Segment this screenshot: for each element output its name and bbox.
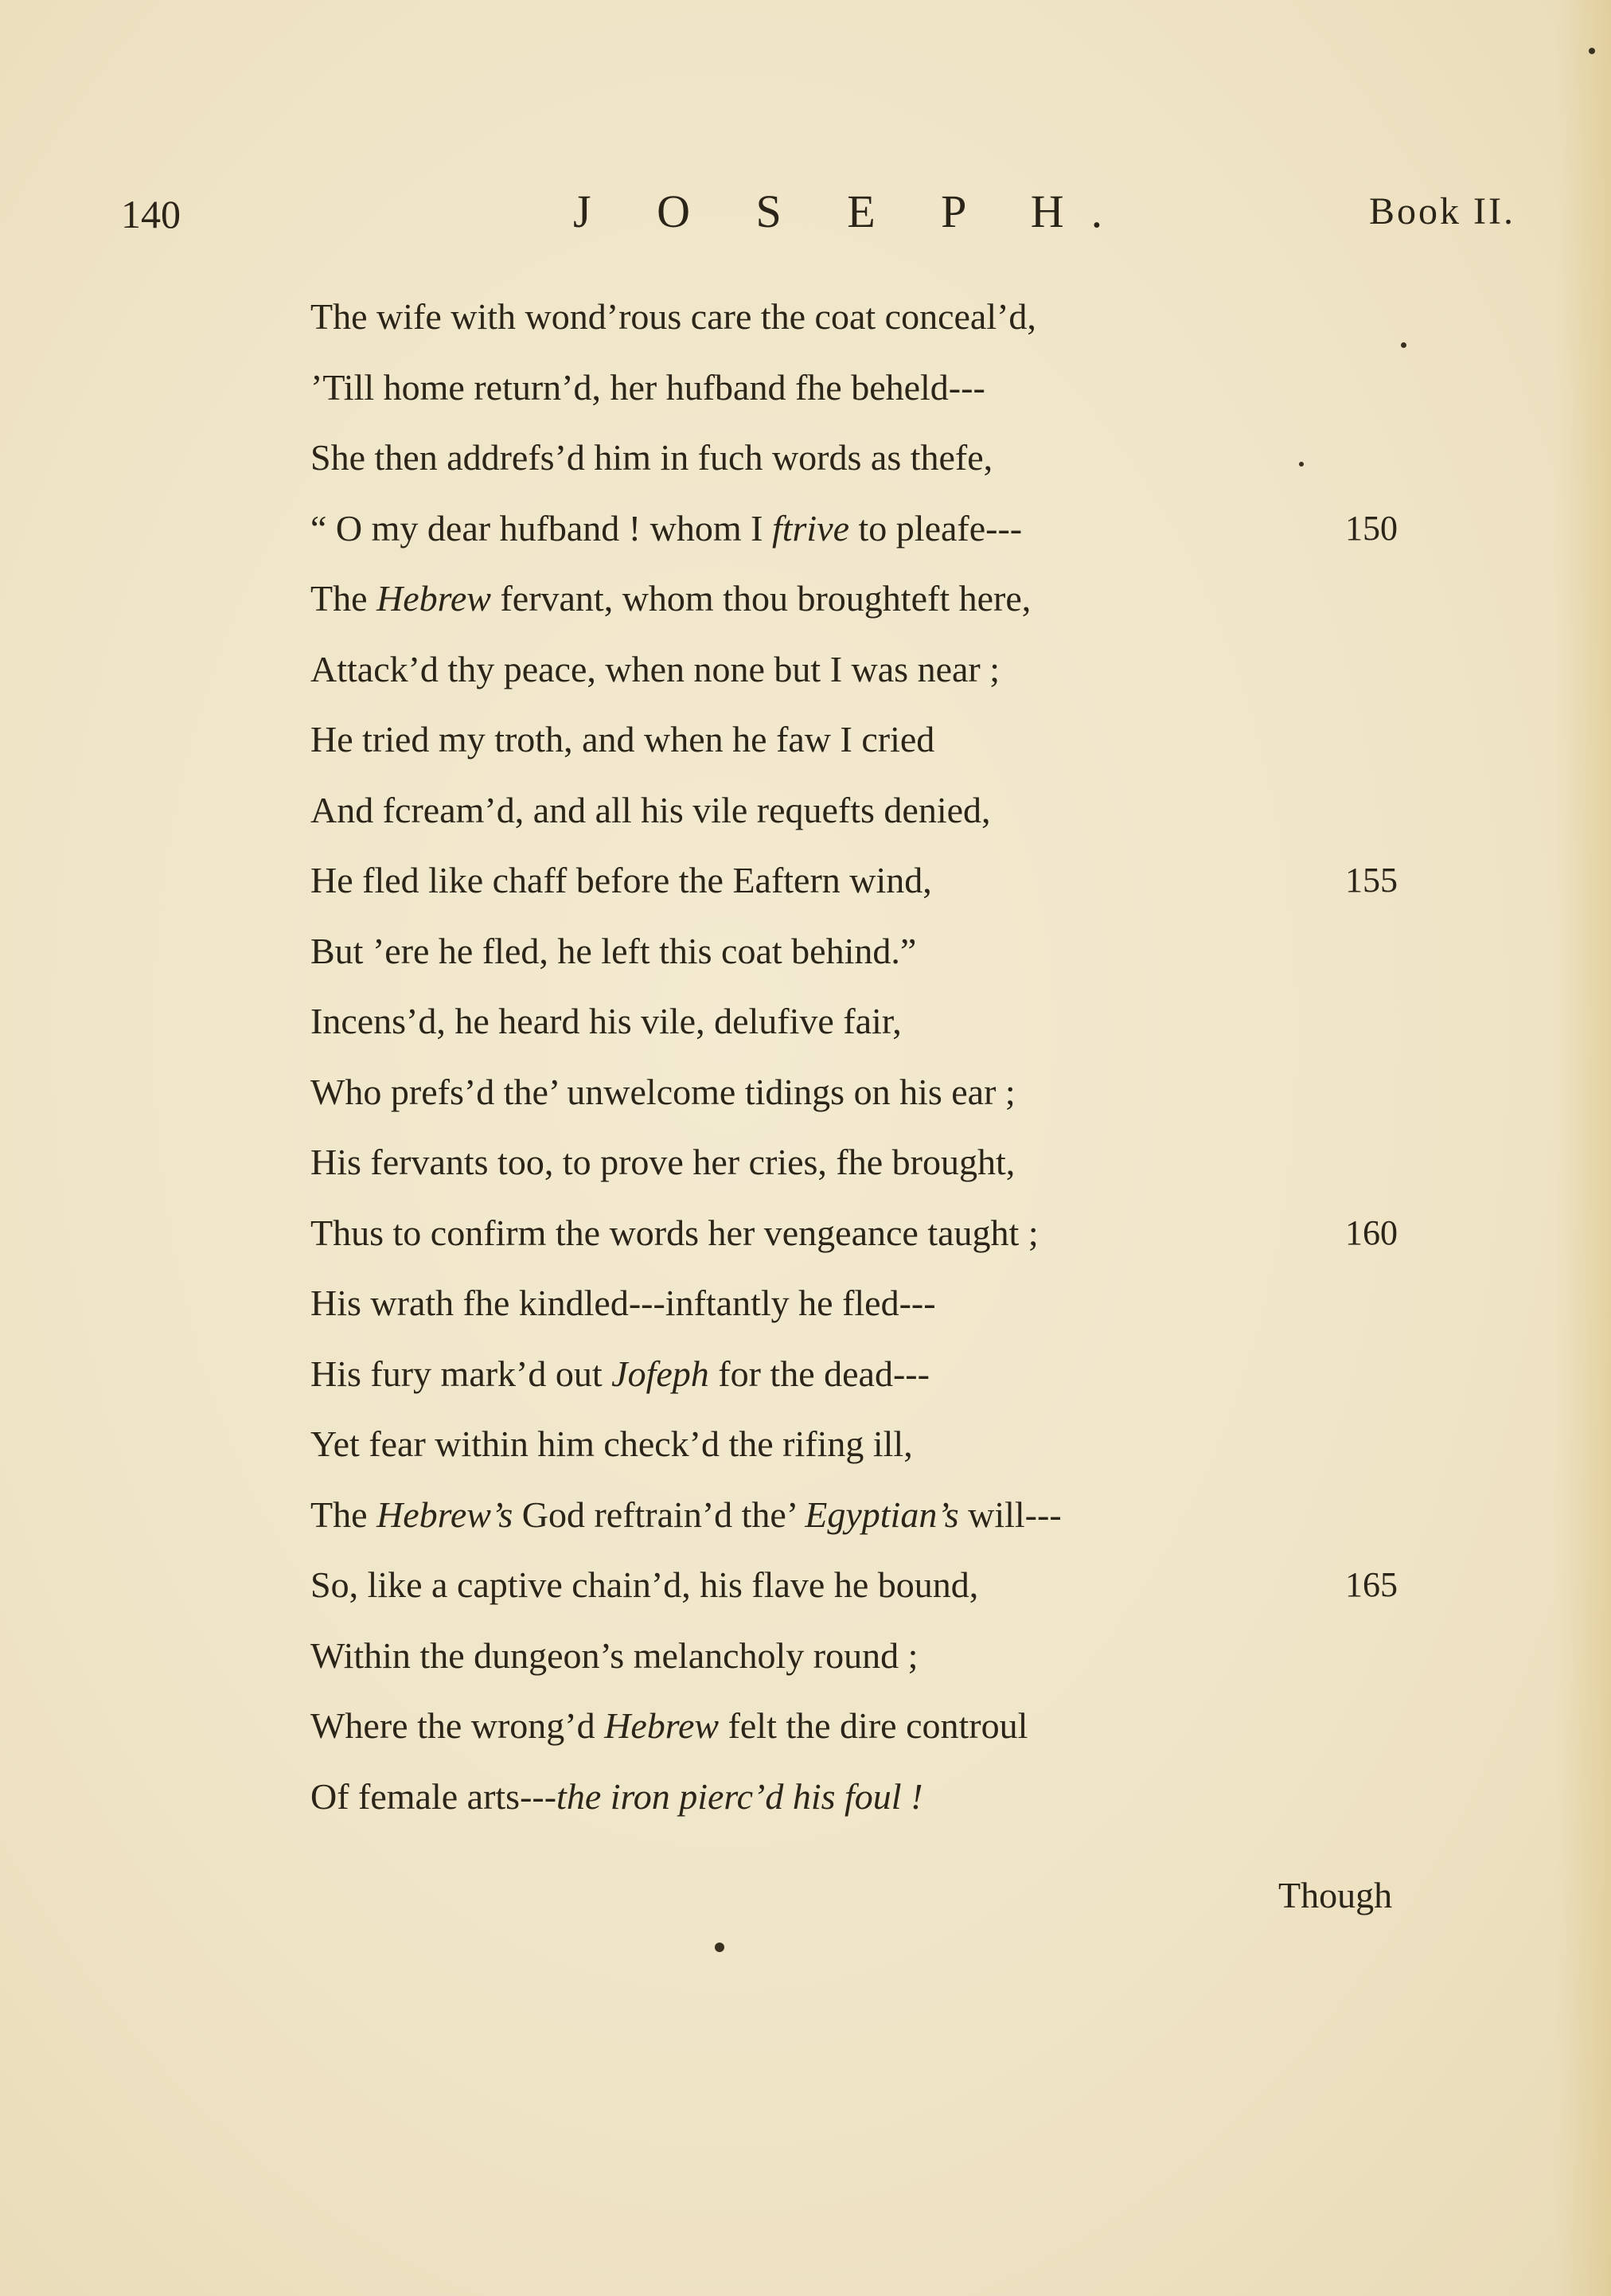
poem-line [310,1702,1425,1773]
italic-text: Jofeph [611,1353,709,1394]
poem-line [310,1561,1425,1632]
poem-line [310,787,1425,857]
line-text: And fcream’d, and all his vile requefts denied, [310,789,991,830]
line-text: Of female arts--- [310,1775,557,1817]
line-text: for the dead--- [708,1353,930,1394]
poem-line [310,1138,1425,1209]
poem-line [310,927,1425,998]
running-header [0,182,1611,253]
line-text: So, like a captive chain’d, his flave he bound, [310,1564,979,1605]
line-text: Thus to confirm the words her vengeance taught ; [310,1212,1039,1253]
page-number: 140 [121,192,181,236]
italic-text: the iron pierc’d his foul ! [556,1775,923,1817]
catchword: Though [1278,1875,1393,1915]
line-text: The wife with wond’rous care the coat conceal’d, [310,296,1036,337]
poem-line [310,1209,1425,1280]
line-text: will--- [958,1494,1062,1535]
poem-line [310,575,1425,646]
poem-line [310,1773,1425,1844]
line-text: Within the dungeon’s melancholy round ; [310,1634,919,1676]
poem-line [310,293,1425,364]
poem-line [310,505,1425,576]
line-number: 165 [1345,1565,1398,1604]
italic-text: ftrive [771,507,850,549]
poem-line [310,1279,1425,1350]
line-text: Yet fear within him check’d the rifing ill, [310,1423,913,1464]
page-edge-shading [1555,0,1611,2296]
line-text: His fervants too, to prove her cries, fhe brought, [310,1142,1016,1182]
line-number: 150 [1345,508,1398,548]
poem-line [310,364,1425,435]
italic-text: Hebrew’s [376,1494,513,1535]
line-text: fervant, whom thou broughteft here, [490,578,1032,619]
line-text: The [310,1494,377,1535]
poem-line [310,716,1425,787]
line-text: Where the wrong’d [310,1705,605,1746]
line-text: to pleafe--- [849,507,1023,549]
poem-line [310,998,1425,1068]
poem-line [310,1350,1425,1421]
line-number: 160 [1345,1212,1398,1252]
poem-line [310,1420,1425,1491]
line-text: ’Till home return’d, her hufband fhe beheld--- [310,366,985,408]
poem-line [310,1068,1425,1139]
line-text: He tried my troth, and when he faw I cried [310,719,935,759]
line-text: Who prefs’d the’ unwelcome tidings on his ear ; [310,1071,1016,1112]
ink-speck [1299,462,1304,467]
line-text: God reftrain’d the’ [513,1494,806,1535]
line-text: He fled like chaff before the Eaftern wind, [310,860,932,900]
italic-text: Egyptian’s [805,1494,959,1535]
ink-speck [1589,48,1595,54]
line-text: Incens’d, he heard his vile, delufive fair, [310,1001,902,1041]
line-text: felt the dire controul [719,1705,1028,1746]
poem-line [310,1491,1425,1562]
line-text: She then addrefs’d him in fuch words as thefe, [310,437,993,478]
ink-speck [715,1943,724,1952]
line-text: “ O my dear hufband ! whom I [310,507,772,549]
line-text: His wrath fhe kindled---inftantly he fled--- [310,1283,936,1323]
poem-line [310,646,1425,717]
line-text: Attack’d thy peace, when none but I was near ; [310,648,1001,689]
ink-speck [1401,342,1406,348]
line-text: The [310,578,377,619]
running-title: J O S E P H. [573,185,1130,237]
poem-line [310,857,1425,927]
poem-line [310,434,1425,505]
line-number: 155 [1345,861,1398,900]
book-label: Book II. [1369,190,1515,232]
line-text: His fury mark’d out [310,1353,612,1394]
line-text: But ’ere he fled, he left this coat behind.” [310,930,917,971]
poem-text [310,293,1425,1843]
poem-line [310,1632,1425,1703]
italic-text: Hebrew [376,578,491,619]
italic-text: Hebrew [604,1705,720,1746]
